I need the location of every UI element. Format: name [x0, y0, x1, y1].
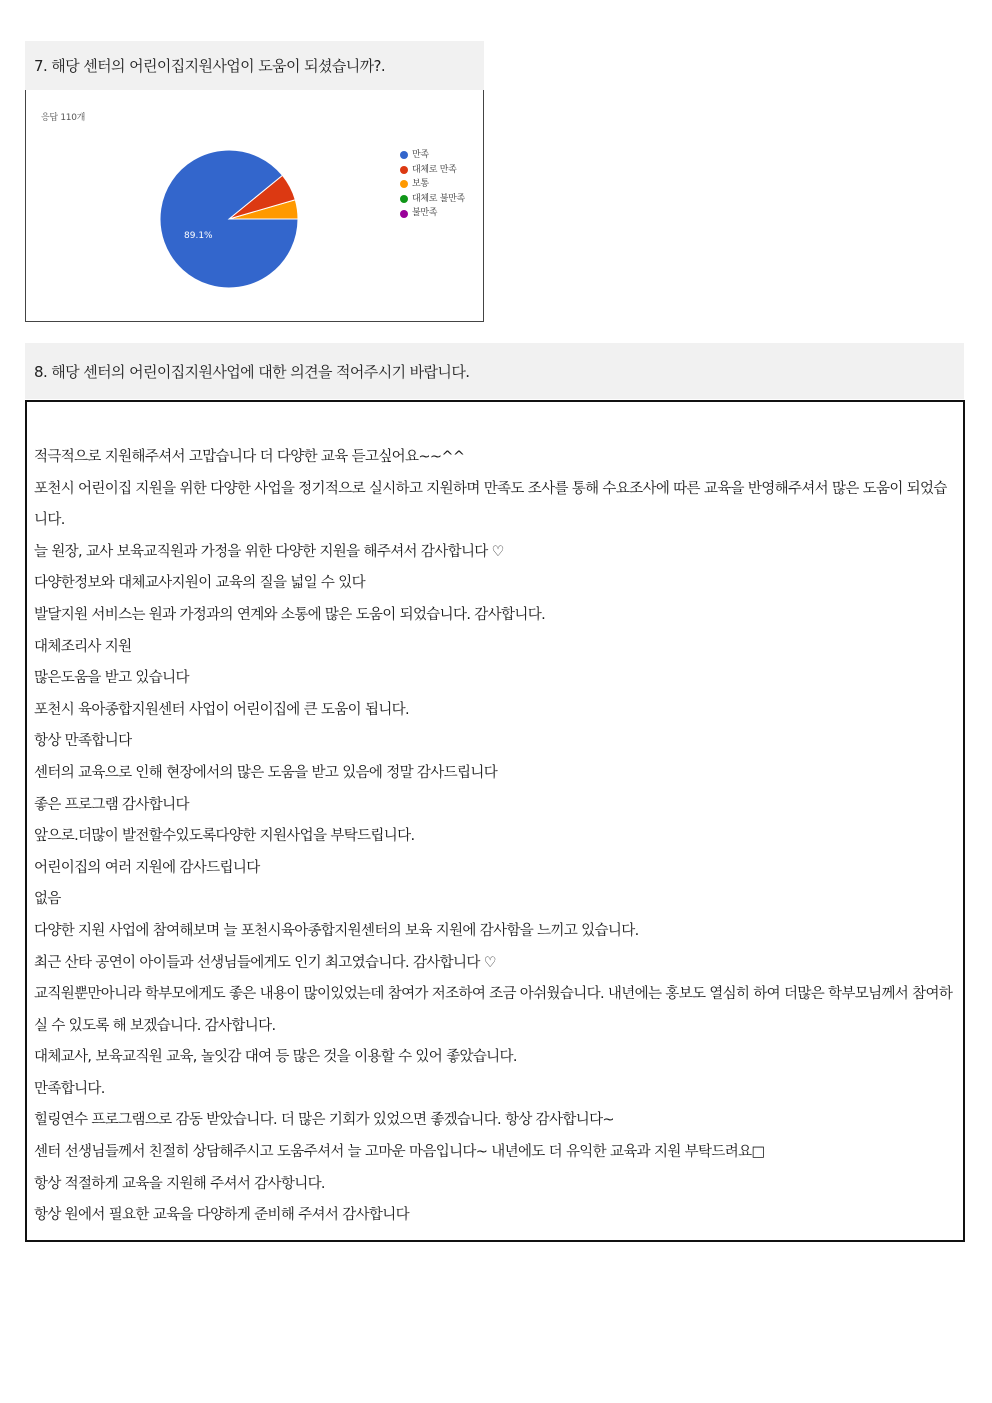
opinion-item: 발달지원 서비스는 원과 가정과의 연계와 소통에 많은 도움이 되었습니다. 감사합니다.: [34, 606, 546, 623]
question-7-text: 7. 해당 센터의 어린이집지원사업이 도움이 되셨습니까?.: [34, 57, 386, 75]
opinion-box: [25, 400, 965, 1242]
opinion-item: 어린이집의 여러 지원에 감사드립니다: [34, 859, 260, 876]
opinion-item: 앞으로.더많이 발전할수있도록다양한 지원사업을 부탁드립니다.: [34, 828, 415, 845]
legend-item: [400, 163, 465, 178]
chart-legend: [400, 148, 465, 221]
pie-slice-label: 89.1%: [184, 231, 213, 241]
legend-item: [400, 177, 465, 192]
question-7-title: [25, 41, 484, 90]
opinion-item: 많은도움을 받고 있습니다: [34, 670, 189, 687]
opinion-item: 다양한정보와 대체교사지원이 교육의 질을 넓일 수 있다: [34, 575, 365, 592]
opinion-item: 교직원뿐만아니라 학부모에게도 좋은 내용이 많이있었는데 참여가 저조하여 조금 아쉬웠습니다. 내년에는 홍보도 열심히 하여 더많은 학부모님께서 참여하실 수 있도록 해 보겠습니다. 감사합니다.: [34, 986, 953, 1034]
question-8-text: 8. 해당 센터의 어린이집지원사업에 대한 의견을 적어주시기 바랍니다.: [34, 362, 470, 381]
legend-swatch: [400, 195, 408, 203]
question-8-title: [25, 343, 964, 399]
opinion-item: 다양한 지원 사업에 참여해보며 늘 포천시육아종합지원센터의 보육 지원에 감사함을 느끼고 있습니다.: [34, 922, 639, 939]
opinion-item: 센터 선생님들께서 친절히 상담해주시고 도움주셔서 늘 고마운 마음입니다~ 내년에도 더 유익한 교육과 지원 부탁드려요□: [34, 1144, 765, 1161]
opinion-list: [34, 442, 959, 1232]
opinion-item: 만족합니다.: [34, 1080, 105, 1097]
legend-label: 대체로 불만족: [412, 193, 465, 204]
opinion-item: 항상 적절하게 교육을 지원해 주셔서 감사항니다.: [34, 1175, 325, 1192]
opinion-item: 항상 원에서 필요한 교육을 다양하게 준비해 주셔서 감사합니다: [34, 1207, 409, 1224]
opinion-item: 센터의 교육으로 인해 현장에서의 많은 도움을 받고 있음에 정말 감사드립니다: [34, 764, 498, 781]
opinion-item: 없음: [34, 891, 61, 908]
legend-label: 불만족: [412, 208, 438, 219]
legend-swatch: [400, 151, 408, 159]
legend-swatch: [400, 210, 408, 218]
legend-label: 보통: [412, 179, 429, 190]
legend-label: 대체로 만족: [412, 164, 457, 175]
pie-chart-panel: [25, 90, 484, 322]
legend-swatch: [400, 166, 408, 174]
opinion-item: 대체조리사 지원: [34, 638, 132, 655]
opinion-item: 최근 산타 공연이 아이들과 선생님들에게도 인기 최고였습니다. 감사합니다 ♡: [34, 954, 497, 971]
opinion-item: 좋은 프로그램 감사합니다: [34, 796, 189, 813]
legend-label: 만족: [412, 150, 429, 160]
opinion-item: 포천시 어린이집 지원을 위한 다양한 사업을 정기적으로 실시하고 지원하며 만족도 조사를 통해 수요조사에 따른 교육을 반영해주셔서 많은 도움이 되었습니다.: [34, 480, 947, 529]
pie-slice: [160, 150, 298, 288]
legend-item: [400, 206, 465, 221]
legend-swatch: [400, 180, 408, 188]
legend-item: [400, 148, 465, 163]
opinion-item: 포천시 육아종합지원센터 사업이 어린이집에 큰 도움이 됩니다.: [34, 701, 409, 718]
opinion-item: 적극적으로 지원해주셔서 고맙습니다 더 다양한 교육 듣고싶어요~~^^: [34, 449, 465, 465]
opinion-item: 대체교사, 보육교직원 교육, 놀잇감 대여 등 많은 것을 이용할 수 있어 좋았습니다.: [34, 1049, 517, 1066]
opinion-item: 늘 원장, 교사 보육교직원과 가정을 위한 다양한 지원을 해주셔서 감사합니다 ♡: [34, 543, 504, 560]
opinion-item: 항상 만족합니다: [34, 733, 132, 750]
legend-item: [400, 192, 465, 207]
opinion-item: 힐링연수 프로그램으로 감동 받았습니다. 더 많은 기회가 있었으면 좋겠습니다. 항상 감사합니다~: [34, 1112, 614, 1129]
response-count: 응답 110개: [41, 113, 86, 123]
